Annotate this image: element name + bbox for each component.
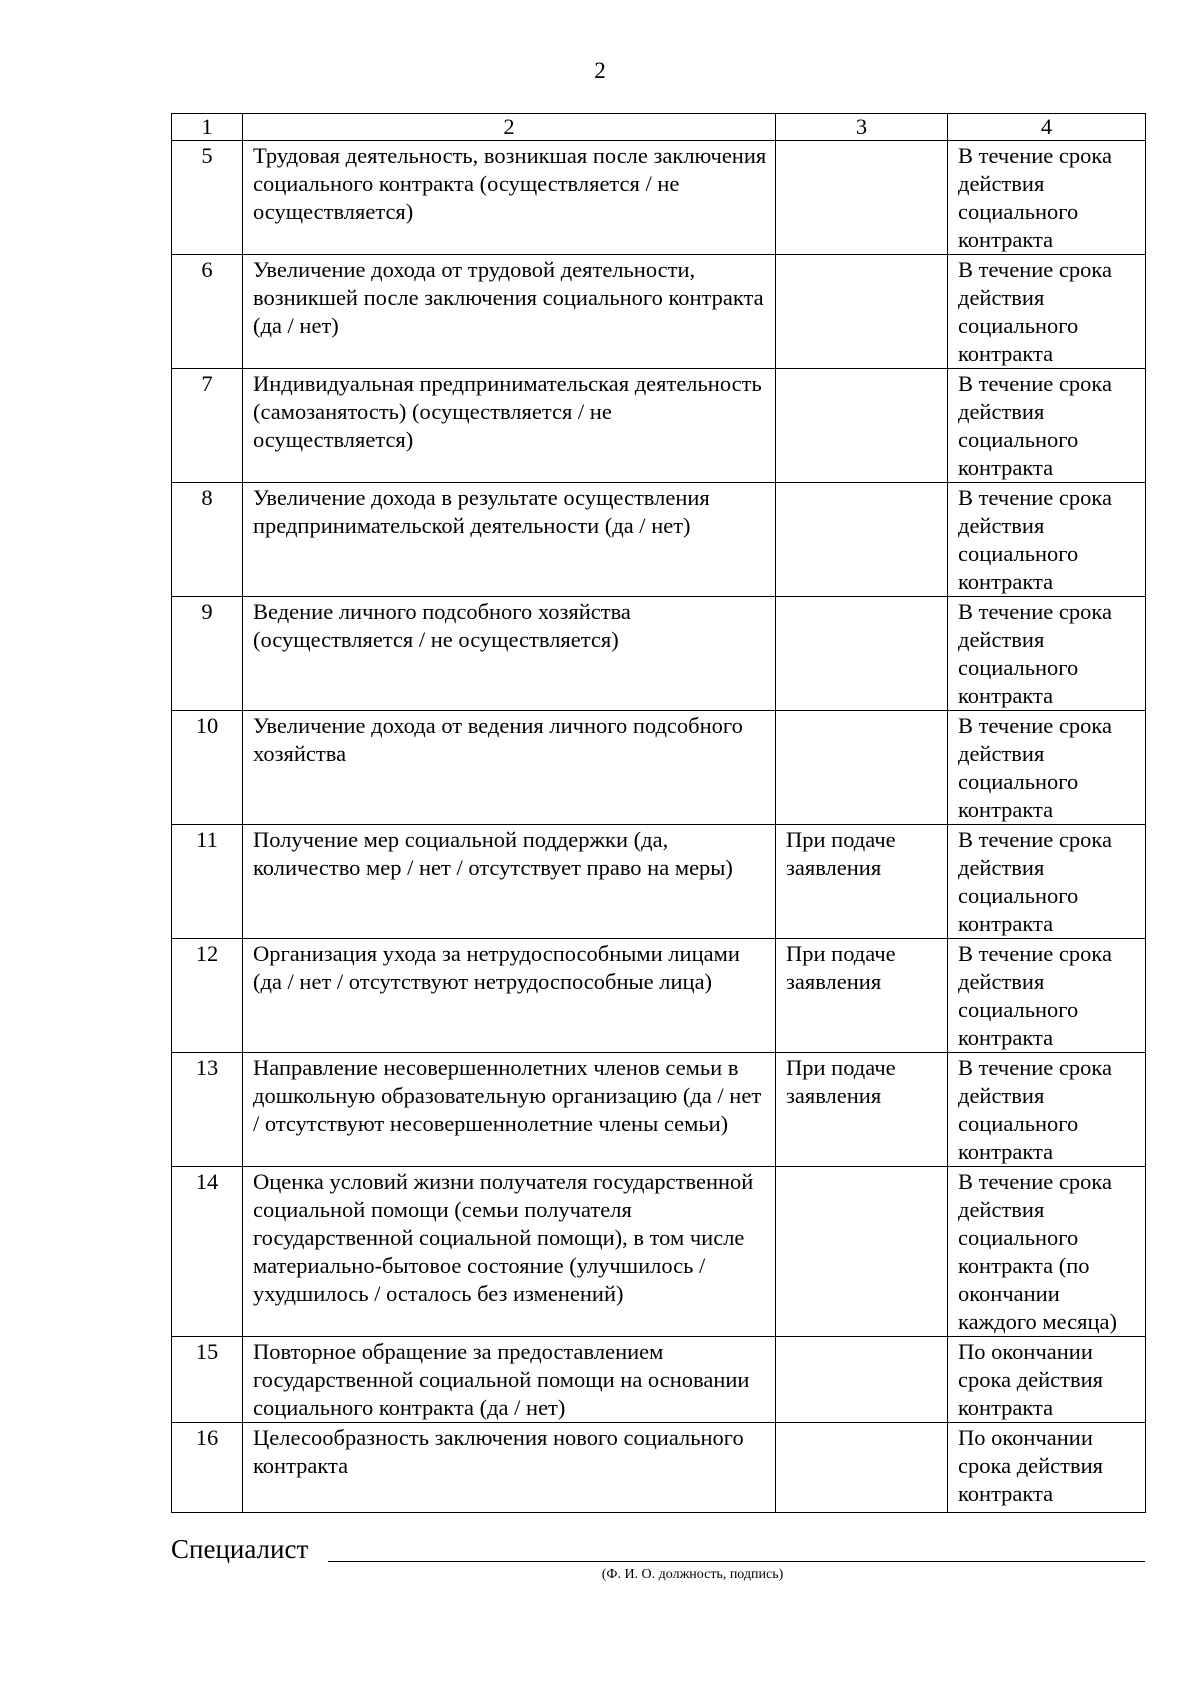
table-row [172,1053,1146,1167]
table-row [172,1337,1146,1423]
row-term: В течение срока действия социального контракта (по окончании каждого месяца) [948,1167,1146,1337]
row-term: В течение срока действия социального контракта [948,597,1146,711]
table-row [172,369,1146,483]
row-indicator: Ведение личного подсобного хозяйства (осуществляется / не осуществляется) [243,597,776,711]
table-row [172,1423,1146,1513]
row-term: По окончании срока действия контракта [948,1423,1146,1513]
row-term: В течение срока действия социального контракта [948,1053,1146,1167]
row-indicator: Увеличение дохода от ведения личного подсобного хозяйства [243,711,776,825]
row-indicator: Организация ухода за нетрудоспособными лицами (да / нет / отсутствуют нетрудоспособные лица) [243,939,776,1053]
row-when-checked [776,141,948,255]
table-row [172,939,1146,1053]
row-number: 11 [172,825,243,939]
row-number: 15 [172,1337,243,1423]
row-number: 9 [172,597,243,711]
row-indicator: Направление несовершеннолетних членов семьи в дошкольную образовательную организацию (да / нет / отсутствуют несовершеннолетние члены семьи) [243,1053,776,1167]
row-when-checked [776,483,948,597]
row-number: 7 [172,369,243,483]
row-when-checked [776,1167,948,1337]
page-number: 2 [594,58,606,83]
signature-label: Специалист [171,1534,309,1564]
row-when-checked [776,369,948,483]
row-number: 10 [172,711,243,825]
table-row [172,141,1146,255]
column-header-3: 3 [776,114,948,141]
row-number: 5 [172,141,243,255]
table-body [172,114,1146,1513]
row-term: В течение срока действия социального контракта [948,939,1146,1053]
column-header-1: 1 [172,114,243,141]
row-number: 14 [172,1167,243,1337]
table-row [172,255,1146,369]
signature-hint: (Ф. И. О. должность, подпись) [601,1567,784,1582]
row-when-checked [776,255,948,369]
row-term: В течение срока действия социального контракта [948,255,1146,369]
row-when-checked [776,597,948,711]
row-term: В течение срока действия социального контракта [948,369,1146,483]
signature-block [171,1534,1145,1564]
row-number: 12 [172,939,243,1053]
row-when-checked: При подаче заявления [776,825,948,939]
row-term: По окончании срока действия контракта [948,1337,1146,1423]
row-term: В течение срока действия социального контракта [948,825,1146,939]
row-indicator: Целесообразность заключения нового социального контракта [243,1423,776,1513]
row-number: 8 [172,483,243,597]
table-header-row [172,114,1146,141]
table-row [172,1167,1146,1337]
row-indicator: Увеличение дохода в результате осуществления предпринимательской деятельности (да / нет) [243,483,776,597]
row-number: 6 [172,255,243,369]
row-number: 13 [172,1053,243,1167]
row-indicator: Оценка условий жизни получателя государственной социальной помощи (семьи получателя государственной социальной помощи), в том числе материально-бытовое состояние (улучшилось / ухудшилось / осталось без изменений) [243,1167,776,1337]
row-indicator: Получение мер социальной поддержки (да, количество мер / нет / отсутствует право на меры) [243,825,776,939]
row-number: 16 [172,1423,243,1513]
row-when-checked [776,1423,948,1513]
row-term: В течение срока действия социального контракта [948,141,1146,255]
row-when-checked [776,711,948,825]
table-row [172,825,1146,939]
row-when-checked [776,1337,948,1423]
column-header-2: 2 [243,114,776,141]
signature-line [328,1561,1145,1562]
row-indicator: Повторное обращение за предоставлением государственной социальной помощи на основании социального контракта (да / нет) [243,1337,776,1423]
row-indicator: Увеличение дохода от трудовой деятельности, возникшей после заключения социального контракта (да / нет) [243,255,776,369]
table-row [172,483,1146,597]
row-term: В течение срока действия социального контракта [948,711,1146,825]
row-term: В течение срока действия социального контракта [948,483,1146,597]
row-when-checked: При подаче заявления [776,1053,948,1167]
indicators-table [171,113,1146,1513]
table-row [172,597,1146,711]
row-when-checked: При подаче заявления [776,939,948,1053]
table-row [172,711,1146,825]
column-header-4: 4 [948,114,1146,141]
row-indicator: Индивидуальная предпринимательская деятельность (самозанятость) (осуществляется / не осуществляется) [243,369,776,483]
row-indicator: Трудовая деятельность, возникшая после заключения социального контракта (осуществляется / не осуществляется) [243,141,776,255]
